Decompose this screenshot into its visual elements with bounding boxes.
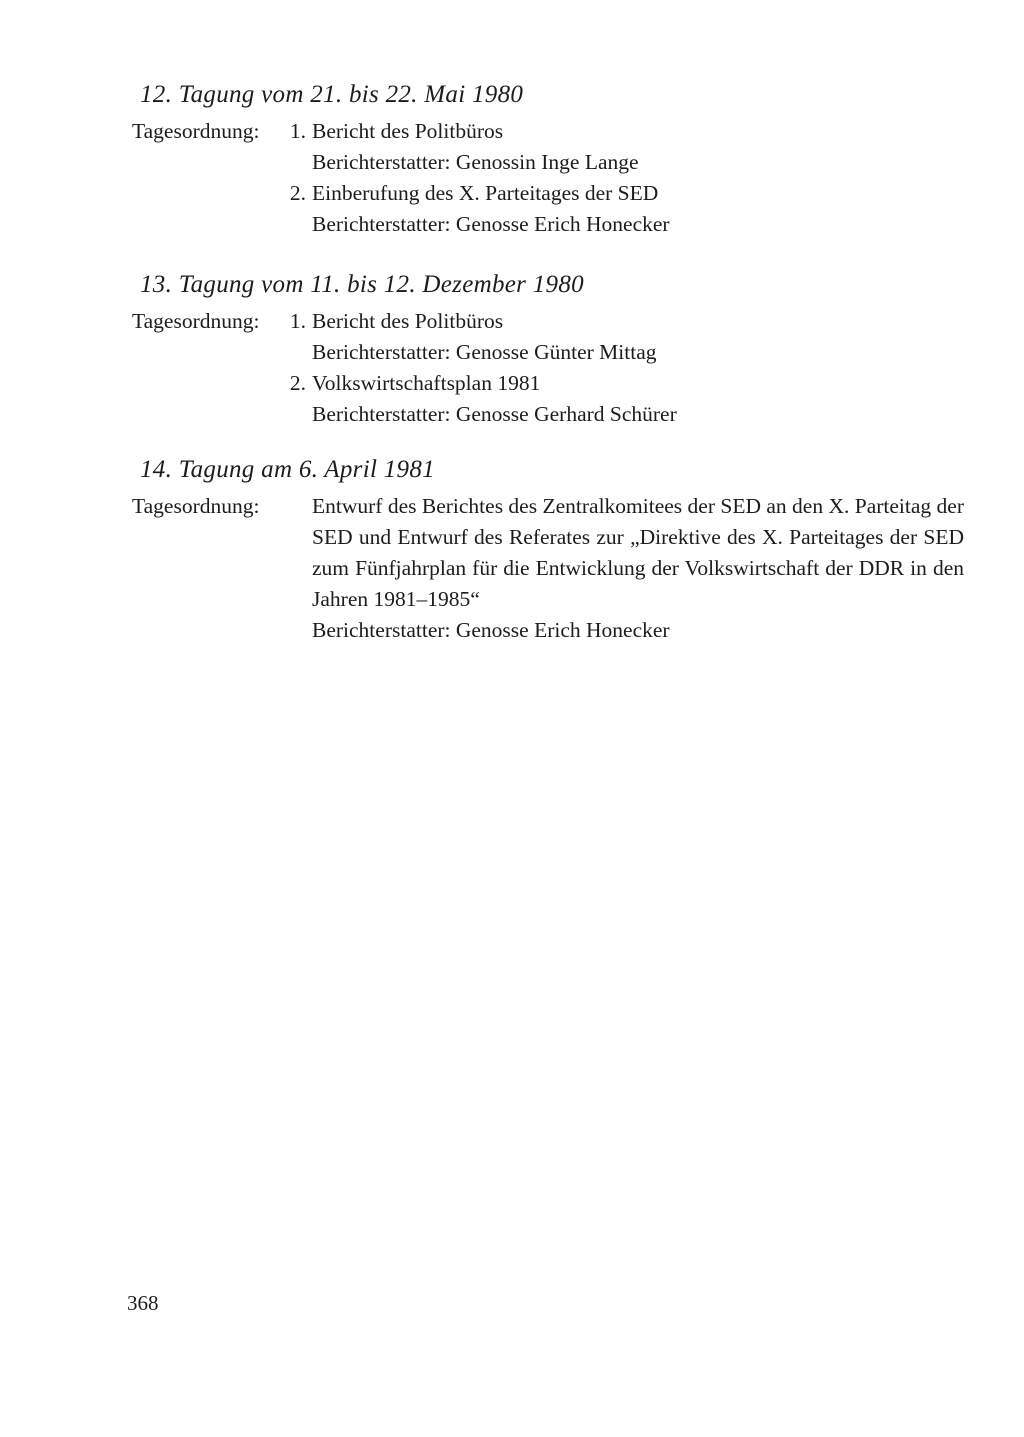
- item-topic: Volkswirtschaftsplan 1981: [312, 371, 541, 395]
- item-topic: Bericht des Politbüros: [312, 309, 504, 333]
- session-13: [132, 270, 972, 430]
- agenda-label: Tagesordnung:: [132, 119, 260, 143]
- item-reporter: Berichterstatter: Genossin Inge Lange: [312, 150, 639, 174]
- page-number: 368: [127, 1291, 159, 1315]
- agenda-text: Entwurf des Berichtes des Zentralkomitees der SED an den X. Parteitag der SED und Entwurf des Referates zur „Direktive des X. Parteitages der SED zum Fünfjahrplan für die Entwicklung der Volkswirtschaft der DDR in den Jahren 1981–1985“: [312, 494, 964, 611]
- item-number: 1.: [289, 309, 306, 333]
- item-reporter: Berichterstatter: Genosse Erich Honecker: [312, 618, 670, 642]
- agenda: [132, 491, 972, 646]
- agenda: [132, 306, 972, 430]
- session-title: 12. Tagung vom 21. bis 22. Mai 1980: [140, 81, 524, 108]
- item-reporter: Berichterstatter: Genosse Gerhard Schürer: [312, 402, 677, 426]
- item-number: 1.: [289, 119, 306, 143]
- agenda-label: Tagesordnung:: [132, 309, 260, 333]
- item-topic: Bericht des Politbüros: [312, 119, 504, 143]
- session-title: 13. Tagung vom 11. bis 12. Dezember 1980: [140, 271, 584, 298]
- session-title: 14. Tagung am 6. April 1981: [140, 456, 435, 483]
- agenda-label: Tagesordnung:: [132, 494, 260, 518]
- item-reporter: Berichterstatter: Genosse Günter Mittag: [312, 340, 657, 364]
- agenda: [132, 116, 972, 240]
- item-reporter: Berichterstatter: Genosse Erich Honecker: [312, 212, 670, 236]
- item-number: 2.: [289, 181, 306, 205]
- session-14: [132, 455, 972, 646]
- session-12: [132, 80, 972, 240]
- item-topic: Einberufung des X. Parteitages der SED: [312, 181, 659, 205]
- item-number: 2.: [289, 371, 306, 395]
